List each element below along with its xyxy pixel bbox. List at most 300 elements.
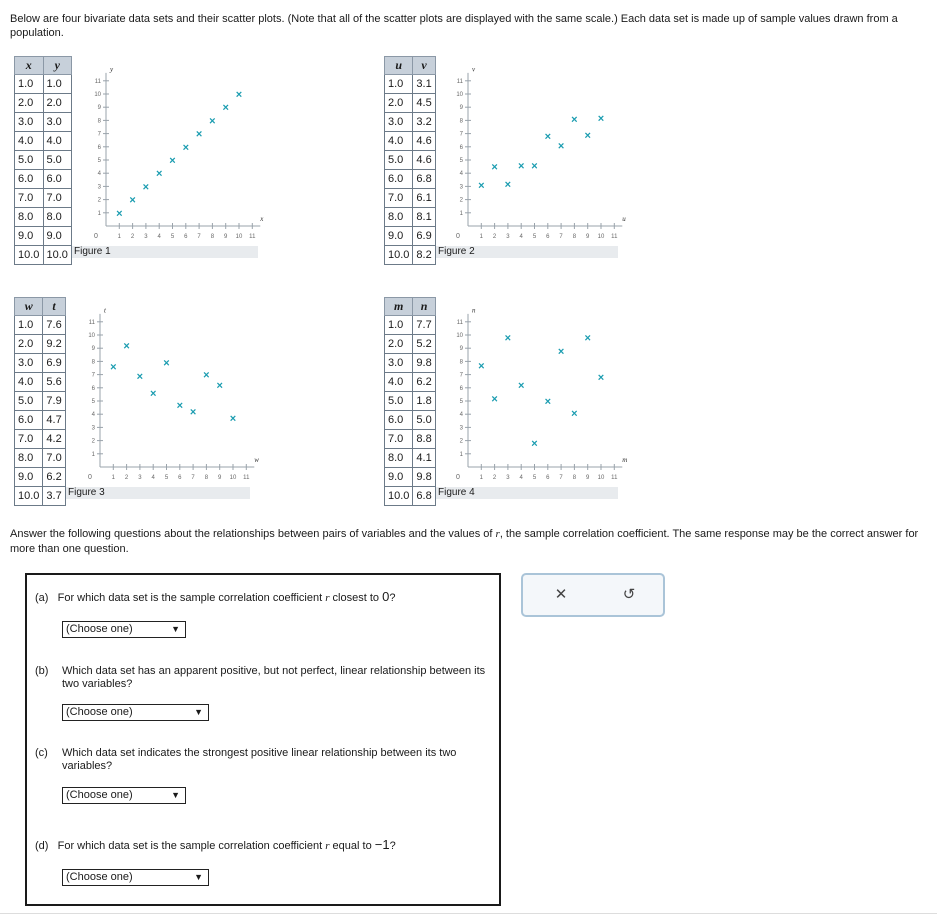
table-cell: 4.7 <box>43 411 65 430</box>
table-cell: 4.6 <box>413 151 435 170</box>
y-tick-label: 10 <box>456 333 463 339</box>
dropdown-arrow-icon: ▼ <box>194 707 203 717</box>
table-cell: 7.0 <box>15 189 44 208</box>
table-row <box>385 75 436 94</box>
x-axis-label: x <box>260 215 264 223</box>
x-axis-label: m <box>622 456 628 464</box>
table-header-t: t <box>43 298 65 316</box>
table-cell: 6.0 <box>385 411 413 430</box>
table-row <box>385 468 436 487</box>
select-value: (Choose one) <box>66 623 133 635</box>
undo-icon[interactable]: ↺ <box>622 586 636 603</box>
x-tick-label: 8 <box>572 475 577 481</box>
x-tick-label: 11 <box>249 234 256 240</box>
question-label: (c) <box>35 747 48 759</box>
y-tick-label: 2 <box>97 197 101 204</box>
table-row <box>15 411 66 430</box>
data-point: × <box>597 372 605 385</box>
data-point: × <box>110 361 117 374</box>
table-row <box>15 316 66 335</box>
table-cell: 5.6 <box>43 373 65 392</box>
r-symbol: r <box>325 592 330 604</box>
y-tick-label: 5 <box>459 399 463 405</box>
table-row <box>15 487 66 506</box>
x-tick-label: 1 <box>479 234 483 240</box>
y-tick-label: 11 <box>456 78 463 85</box>
y-tick-label: 2 <box>459 438 463 445</box>
data-point: × <box>544 396 552 408</box>
y-tick-label: 3 <box>459 184 463 191</box>
table-cell: 9.0 <box>43 227 72 246</box>
table-row <box>385 411 436 430</box>
x-tick-label: 5 <box>164 475 169 481</box>
x-tick-label: 10 <box>235 234 243 240</box>
table-row <box>385 246 436 265</box>
table-cell: 2.0 <box>15 335 43 354</box>
table-cell: 2.0 <box>43 94 72 113</box>
data-point: × <box>163 357 170 370</box>
table-row <box>15 208 72 227</box>
y-axis-label: t <box>104 306 106 315</box>
table-cell: 5.2 <box>413 335 435 354</box>
x-tick-label: 7 <box>559 234 563 240</box>
question-instructions <box>10 527 925 557</box>
y-tick-label: 8 <box>459 118 463 125</box>
table-cell: 6.9 <box>413 227 435 246</box>
y-tick-label: 5 <box>91 399 95 405</box>
data-point: × <box>517 380 525 393</box>
answer-select-b[interactable] <box>62 704 209 721</box>
table-cell: 3.0 <box>43 113 72 132</box>
table-row <box>385 354 436 373</box>
x-tick-label: 7 <box>559 475 563 481</box>
data-point: × <box>169 155 176 167</box>
data-point: × <box>182 141 190 154</box>
question-text: For which data set is the sample correlation coefficient <box>57 840 326 852</box>
data-point: × <box>504 332 512 345</box>
y-tick-label: 6 <box>91 385 95 392</box>
x-tick-label: 3 <box>144 234 148 240</box>
x-tick-label: 10 <box>229 475 237 481</box>
y-tick-label: 7 <box>91 372 95 379</box>
table-header-x: x <box>15 57 44 75</box>
table-cell: 8.1 <box>413 208 435 227</box>
table-cell: 8.0 <box>43 208 72 227</box>
table-cell: 9.0 <box>385 227 413 246</box>
y-tick-label: 1 <box>91 451 95 458</box>
table-cell: 9.2 <box>43 335 65 354</box>
origin-label: 0 <box>456 474 460 481</box>
table-row <box>15 132 72 151</box>
x-tick-label: 9 <box>224 234 228 240</box>
dropdown-arrow-icon: ▼ <box>171 624 180 634</box>
table-row <box>15 246 72 265</box>
x-tick-label: 4 <box>151 475 155 481</box>
x-tick-label: 2 <box>130 234 135 240</box>
y-tick-label: 9 <box>91 346 95 353</box>
x-tick-label: 3 <box>138 475 142 481</box>
data-point: × <box>123 340 130 353</box>
question-text: Which data set has an apparent positive, but not perfect, linear relationship between its two variables? <box>62 665 486 690</box>
table-cell: 5.0 <box>413 411 435 430</box>
x-tick-label: 11 <box>611 475 618 481</box>
table-row <box>385 430 436 449</box>
y-tick-label: 8 <box>97 118 101 125</box>
figure-label-3: Figure 3 <box>66 487 250 499</box>
x-tick-label: 2 <box>492 475 497 481</box>
table-cell: 6.8 <box>413 170 435 189</box>
answer-select-c[interactable] <box>62 787 186 804</box>
origin-label: 0 <box>456 233 460 240</box>
x-tick-label: 11 <box>243 475 250 481</box>
question-value: −1 <box>374 837 390 852</box>
table-cell: 6.0 <box>385 170 413 189</box>
data-point: × <box>189 406 197 419</box>
table-cell: 1.0 <box>15 75 44 94</box>
table-row <box>15 75 72 94</box>
question-label: (b) <box>35 665 49 677</box>
y-tick-label: 1 <box>97 210 101 217</box>
data-point: × <box>491 161 498 174</box>
table-row <box>15 373 66 392</box>
data-point: × <box>209 115 216 128</box>
x-tick-label: 4 <box>519 234 523 240</box>
r-symbol: r <box>325 840 330 852</box>
data-point: × <box>176 399 184 412</box>
x-tick-label: 8 <box>210 234 215 240</box>
table-header-n: n <box>413 298 435 316</box>
table-header-v: v <box>413 57 435 75</box>
table-row <box>15 189 72 208</box>
question-text: equal to <box>329 840 375 852</box>
data-table-2 <box>384 56 436 265</box>
data-point: × <box>571 407 578 420</box>
table-cell: 7.0 <box>385 430 413 449</box>
y-tick-label: 9 <box>459 105 463 112</box>
table-cell: 4.0 <box>15 132 44 151</box>
x-tick-label: 5 <box>532 234 537 240</box>
data-point: × <box>517 160 525 173</box>
table-cell: 4.0 <box>385 373 413 392</box>
data-point: × <box>544 131 552 144</box>
x-tick-label: 10 <box>597 234 605 240</box>
table-row <box>385 373 436 392</box>
table-cell: 7.9 <box>43 392 65 411</box>
table-row <box>385 392 436 411</box>
y-tick-label: 2 <box>91 438 95 445</box>
table-row <box>385 449 436 468</box>
table-row <box>15 227 72 246</box>
data-point: × <box>229 413 237 426</box>
table-row <box>15 170 72 189</box>
y-tick-label: 10 <box>456 92 463 98</box>
table-cell: 7.7 <box>413 316 435 335</box>
table-cell: 9.0 <box>385 468 413 487</box>
x-axis-label: u <box>622 215 626 223</box>
table-row <box>385 208 436 227</box>
data-point: × <box>149 388 157 401</box>
data-point: × <box>531 438 538 451</box>
table-cell: 2.0 <box>15 94 44 113</box>
table-cell: 8.0 <box>385 449 413 468</box>
y-tick-label: 5 <box>97 158 101 164</box>
table-cell: 10.0 <box>385 246 413 265</box>
figure-label-1: Figure 1 <box>72 246 258 258</box>
table-row <box>385 227 436 246</box>
y-tick-label: 4 <box>459 412 463 419</box>
question-label: (d) <box>35 840 49 852</box>
table-cell: 4.0 <box>385 132 413 151</box>
table-header-y: y <box>43 57 72 75</box>
table-cell: 4.2 <box>43 430 65 449</box>
x-tick-label: 7 <box>197 234 201 240</box>
y-tick-label: 4 <box>91 412 95 419</box>
table-cell: 8.2 <box>413 246 435 265</box>
table-cell: 1.0 <box>15 316 43 335</box>
table-cell: 3.1 <box>413 75 435 94</box>
x-tick-label: 2 <box>124 475 129 481</box>
table-row <box>15 94 72 113</box>
answer-select-d[interactable] <box>62 869 209 886</box>
origin-label: 0 <box>94 233 98 240</box>
table-cell: 3.0 <box>15 113 44 132</box>
table-cell: 3.0 <box>385 354 413 373</box>
table-cell: 4.0 <box>15 373 43 392</box>
table-cell: 3.2 <box>413 113 435 132</box>
table-cell: 6.2 <box>43 468 65 487</box>
table-cell: 3.0 <box>385 113 413 132</box>
select-value: (Choose one) <box>66 789 133 801</box>
table-row <box>15 392 66 411</box>
data-point: × <box>478 180 485 193</box>
data-point: × <box>203 369 210 382</box>
x-tick-label: 11 <box>611 234 618 240</box>
data-point: × <box>222 102 229 115</box>
x-tick-label: 2 <box>492 234 497 240</box>
table-row <box>385 189 436 208</box>
table-row <box>15 113 72 132</box>
y-tick-label: 3 <box>97 184 101 191</box>
data-table-1 <box>14 56 72 265</box>
table-cell: 1.8 <box>413 392 435 411</box>
data-point: × <box>195 128 203 141</box>
question-c <box>35 747 502 773</box>
x-tick-label: 1 <box>111 475 115 481</box>
y-tick-label: 6 <box>459 144 463 151</box>
data-point: × <box>584 332 591 345</box>
table-cell: 6.2 <box>413 373 435 392</box>
table-cell: 1.0 <box>385 75 413 94</box>
x-tick-label: 6 <box>184 234 188 240</box>
scatter-plot-2 <box>444 65 626 242</box>
intro-text: Below are four bivariate data sets and their scatter plots. (Note that all of the scatter plots are displayed with the same scale.) Each data set is made up of sample values drawn from a population. <box>10 13 898 39</box>
x-tick-label: 9 <box>586 234 590 240</box>
data-point: × <box>155 168 163 181</box>
table-row <box>385 487 436 506</box>
table-cell: 6.1 <box>413 189 435 208</box>
data-point: × <box>557 345 565 358</box>
table-cell: 7.0 <box>15 430 43 449</box>
y-tick-label: 9 <box>97 105 101 112</box>
figure-label-2: Figure 2 <box>436 246 618 258</box>
answer-select-a[interactable] <box>62 621 186 638</box>
data-table-3 <box>14 297 66 506</box>
data-point: × <box>216 380 223 393</box>
y-tick-label: 4 <box>97 171 101 178</box>
y-tick-label: 9 <box>459 346 463 353</box>
table-cell: 2.0 <box>385 94 413 113</box>
y-tick-label: 8 <box>459 359 463 366</box>
data-point: × <box>571 114 578 127</box>
x-tick-label: 9 <box>218 475 222 481</box>
table-cell: 6.8 <box>413 487 435 506</box>
x-tick-label: 10 <box>597 475 605 481</box>
question-intro-text-end: , the sample correlation coefficient. The same response may be the correct answer for more than one question. <box>10 528 919 555</box>
data-point: × <box>504 178 512 191</box>
table-cell: 10.0 <box>385 487 413 506</box>
data-point: × <box>531 160 538 173</box>
x-tick-label: 8 <box>572 234 577 240</box>
table-header-w: w <box>15 298 43 316</box>
dropdown-arrow-icon: ▼ <box>171 790 180 800</box>
table-cell: 4.0 <box>43 132 72 151</box>
table-row <box>15 449 66 468</box>
table-cell: 6.0 <box>43 170 72 189</box>
table-cell: 1.0 <box>43 75 72 94</box>
table-row <box>15 151 72 170</box>
table-cell: 3.7 <box>43 487 65 506</box>
questions-panel <box>25 573 501 906</box>
table-cell: 10.0 <box>15 487 43 506</box>
table-row <box>385 335 436 354</box>
table-cell: 5.0 <box>385 392 413 411</box>
table-cell: 9.8 <box>413 468 435 487</box>
table-header-m: m <box>385 298 413 316</box>
table-row <box>15 430 66 449</box>
data-point: × <box>136 370 144 383</box>
data-point: × <box>478 360 485 373</box>
answer-actions <box>521 573 665 617</box>
question-text: closest to <box>329 592 383 604</box>
x-tick-label: 1 <box>479 475 483 481</box>
y-tick-label: 7 <box>459 372 463 379</box>
table-cell: 7.0 <box>43 189 72 208</box>
table-cell: 4.5 <box>413 94 435 113</box>
divider <box>0 913 937 914</box>
table-row <box>15 335 66 354</box>
y-tick-label: 2 <box>459 197 463 204</box>
table-row <box>385 132 436 151</box>
table-cell: 8.0 <box>385 208 413 227</box>
data-point: × <box>597 112 605 125</box>
table-cell: 5.0 <box>15 392 43 411</box>
x-tick-label: 1 <box>117 234 121 240</box>
y-tick-label: 7 <box>97 131 101 138</box>
question-text: For which data set is the sample correlation coefficient <box>57 592 326 604</box>
table-row <box>385 151 436 170</box>
data-point: × <box>584 129 591 142</box>
table-cell: 4.6 <box>413 132 435 151</box>
y-tick-label: 1 <box>459 210 463 217</box>
table-row <box>15 468 66 487</box>
y-tick-label: 7 <box>459 131 463 138</box>
table-cell: 8.0 <box>15 208 44 227</box>
y-tick-label: 3 <box>459 425 463 432</box>
x-tick-label: 8 <box>204 475 209 481</box>
r-symbol: r <box>495 528 500 540</box>
scatter-plot-3 <box>76 306 259 483</box>
y-tick-label: 10 <box>88 333 95 339</box>
x-tick-label: 3 <box>506 234 510 240</box>
table-cell: 6.0 <box>15 170 44 189</box>
data-point: × <box>491 393 498 406</box>
table-cell: 2.0 <box>385 335 413 354</box>
x-tick-label: 4 <box>519 475 523 481</box>
figure-label-4: Figure 4 <box>436 487 618 499</box>
question-a <box>35 590 395 605</box>
y-tick-label: 4 <box>459 171 463 178</box>
table-cell: 4.1 <box>413 449 435 468</box>
table-cell: 3.0 <box>15 354 43 373</box>
y-tick-label: 8 <box>91 359 95 366</box>
table-cell: 6.9 <box>43 354 65 373</box>
x-tick-label: 4 <box>157 234 161 240</box>
question-value: 0 <box>382 589 390 604</box>
y-tick-label: 5 <box>459 158 463 164</box>
x-tick-label: 6 <box>178 475 182 481</box>
y-axis-label: v <box>472 65 476 74</box>
table-cell: 10.0 <box>43 246 72 265</box>
table-cell: 7.0 <box>43 449 65 468</box>
data-point: × <box>129 194 136 207</box>
table-cell: 8.8 <box>413 430 435 449</box>
table-cell: 6.0 <box>15 411 43 430</box>
table-cell: 5.0 <box>43 151 72 170</box>
table-row <box>385 94 436 113</box>
select-value: (Choose one) <box>66 871 133 883</box>
question-intro-text: Answer the following questions about the relationships between pairs of variables and the values of <box>10 528 496 540</box>
data-point: × <box>142 181 150 194</box>
data-point: × <box>235 89 243 101</box>
table-cell: 9.0 <box>15 227 44 246</box>
table-cell: 7.6 <box>43 316 65 335</box>
table-cell: 8.0 <box>15 449 43 468</box>
x-tick-label: 9 <box>586 475 590 481</box>
table-row <box>385 113 436 132</box>
y-axis-label: y <box>110 65 114 74</box>
x-tick-label: 5 <box>532 475 537 481</box>
data-point: × <box>116 207 123 220</box>
question-text: Which data set indicates the strongest positive linear relationship between its two variables? <box>62 747 457 772</box>
x-axis-label: w <box>254 456 259 464</box>
table-header-u: u <box>385 57 413 75</box>
table-cell: 5.0 <box>385 151 413 170</box>
y-tick-label: 11 <box>94 78 101 85</box>
close-icon[interactable]: ✕ <box>554 586 568 603</box>
data-point: × <box>557 140 565 153</box>
y-tick-label: 11 <box>456 319 463 326</box>
y-tick-label: 6 <box>459 385 463 392</box>
question-b <box>35 665 502 691</box>
table-cell: 1.0 <box>385 316 413 335</box>
table-cell: 7.0 <box>385 189 413 208</box>
x-tick-label: 6 <box>546 475 550 481</box>
question-d <box>35 838 396 853</box>
y-tick-label: 6 <box>97 144 101 151</box>
scatter-plot-1 <box>82 65 264 242</box>
y-tick-label: 1 <box>459 451 463 458</box>
scatter-plot-4 <box>444 306 628 483</box>
